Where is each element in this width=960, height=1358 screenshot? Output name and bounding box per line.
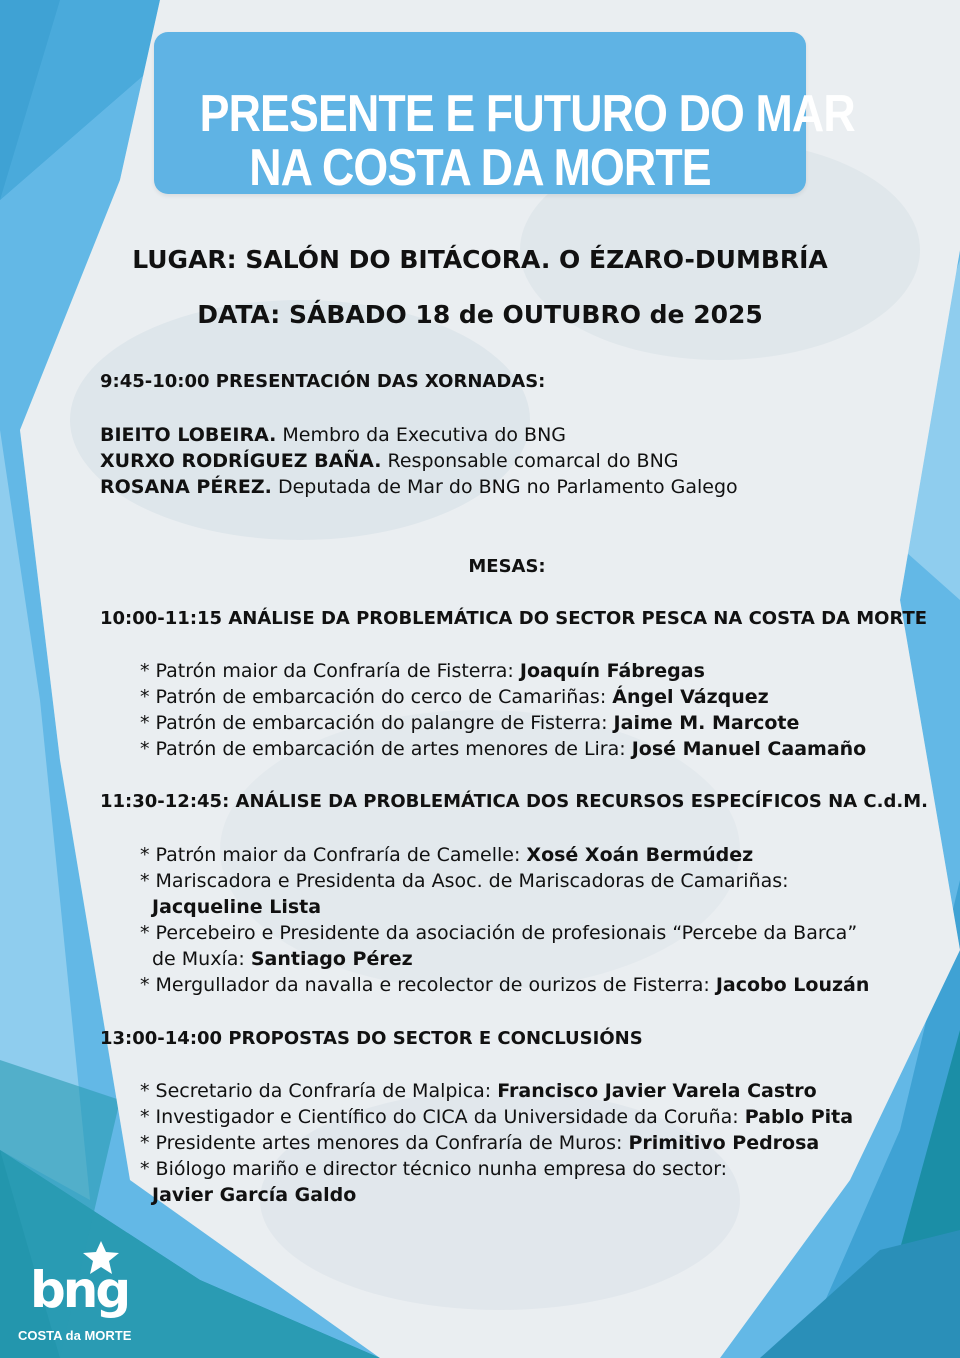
- speaker-line: [100, 424, 566, 446]
- bng-logo-wordmark: bng: [30, 1261, 129, 1319]
- panel-item-name: Xosé Xoán Bermúdez: [526, 844, 754, 866]
- speaker-line: [100, 476, 738, 498]
- presentation-heading: 9:45-10:00 PRESENTACIÓN DAS XORNADAS:: [100, 371, 546, 392]
- panel-item-name: José Manuel Caamaño: [631, 738, 867, 760]
- panel-item: [140, 660, 705, 682]
- title-line-1: PRESENTE E FUTURO DO MAR: [199, 85, 855, 143]
- panel-item-name: Primitivo Pedrosa: [628, 1132, 820, 1154]
- panel-item-role: de Muxía:: [152, 948, 251, 970]
- panel-item-role: * Patrón de embarcación do palangre de Fisterra:: [140, 712, 614, 734]
- panel-item-continuation: [152, 896, 321, 918]
- speaker-role: Responsable comarcal do BNG: [381, 450, 679, 472]
- title-line-2: NA COSTA DA MORTE: [249, 139, 711, 197]
- panel-item-role: * Biólogo mariño e director técnico nunha empresa do sector:: [140, 1158, 728, 1180]
- bng-logo-subtitle: COSTA da MORTE: [18, 1328, 132, 1343]
- panel-item-name: Ángel Vázquez: [612, 686, 769, 708]
- panel-item-role: * Mariscadora e Presidenta da Asoc. de Mariscadoras de Camariñas:: [140, 870, 789, 892]
- panel-item-name: Javier García Galdo: [152, 1184, 357, 1206]
- mesas-label: MESAS:: [468, 556, 546, 577]
- speaker-name: BIEITO LOBEIRA.: [100, 424, 277, 446]
- panel-item-role: * Patrón de embarcación de artes menores de Lira:: [140, 738, 632, 760]
- panel-item: [140, 922, 857, 944]
- event-date: DATA: SÁBADO 18 de OUTUBRO de 2025: [197, 300, 763, 329]
- panel-item: [140, 686, 769, 708]
- panel-item-name: Jaime M. Marcote: [613, 712, 800, 734]
- panel-item: [140, 844, 753, 866]
- panel-item-role: * Patrón maior da Confraría de Fisterra:: [140, 660, 520, 682]
- panel-item-name: Santiago Pérez: [250, 948, 413, 970]
- panel-item-continuation: [152, 1184, 356, 1206]
- panel-item-name: Francisco Javier Varela Castro: [497, 1080, 817, 1102]
- speaker-line: [100, 450, 679, 472]
- speaker-name: XURXO RODRÍGUEZ BAÑA.: [100, 450, 382, 472]
- panel-item-role: * Percebeiro e Presidente da asociación de profesionais “Percebe da Barca”: [140, 922, 858, 944]
- panel-item: [140, 738, 866, 760]
- panel-heading: 10:00-11:15 ANÁLISE DA PROBLEMÁTICA DO SECTOR PESCA NA COSTA DA MORTE: [100, 608, 928, 629]
- speaker-name: ROSANA PÉREZ.: [100, 476, 272, 498]
- panel-heading: 13:00-14:00 PROPOSTAS DO SECTOR E CONCLUSIÓNS: [100, 1028, 643, 1049]
- panel-item: [140, 1158, 727, 1180]
- panel-item-role: * Patrón de embarcación do cerco de Camariñas:: [140, 686, 613, 708]
- speaker-role: Membro da Executiva do BNG: [276, 424, 567, 446]
- panel-item: [140, 1106, 853, 1128]
- title-banner: [154, 32, 855, 197]
- panel-item-role: * Secretario da Confraría de Malpica:: [140, 1080, 498, 1102]
- panel-item: [140, 870, 789, 892]
- panel-item-name: Pablo Pita: [744, 1106, 854, 1128]
- panel-item: [140, 974, 869, 996]
- speaker-role: Deputada de Mar do BNG no Parlamento Galego: [271, 476, 738, 498]
- panel-item: [140, 1132, 819, 1154]
- panel-item-role: * Presidente artes menores da Confraría de Muros:: [140, 1132, 629, 1154]
- panel-item-name: Joaquín Fábregas: [519, 660, 705, 682]
- panel-item-role: * Mergullador da navalla e recolector de ourizos de Fisterra:: [140, 974, 716, 996]
- panel-item-name: Jacobo Louzán: [715, 974, 870, 996]
- panel-item-name: Jacqueline Lista: [152, 896, 322, 918]
- panel-item: [140, 712, 799, 734]
- panel-item-role: * Investigador e Científico do CICA da Universidade da Coruña:: [140, 1106, 745, 1128]
- event-location: LUGAR: SALÓN DO BITÁCORA. O ÉZARO-DUMBRÍA: [132, 245, 828, 274]
- panel-item-role: * Patrón maior da Confraría de Camelle:: [140, 844, 527, 866]
- panel-item: [140, 1080, 817, 1102]
- panel-item-continuation: [152, 948, 413, 970]
- panel-heading: 11:30-12:45: ANÁLISE DA PROBLEMÁTICA DOS RECURSOS ESPECÍFICOS NA C.d.M.: [100, 791, 928, 812]
